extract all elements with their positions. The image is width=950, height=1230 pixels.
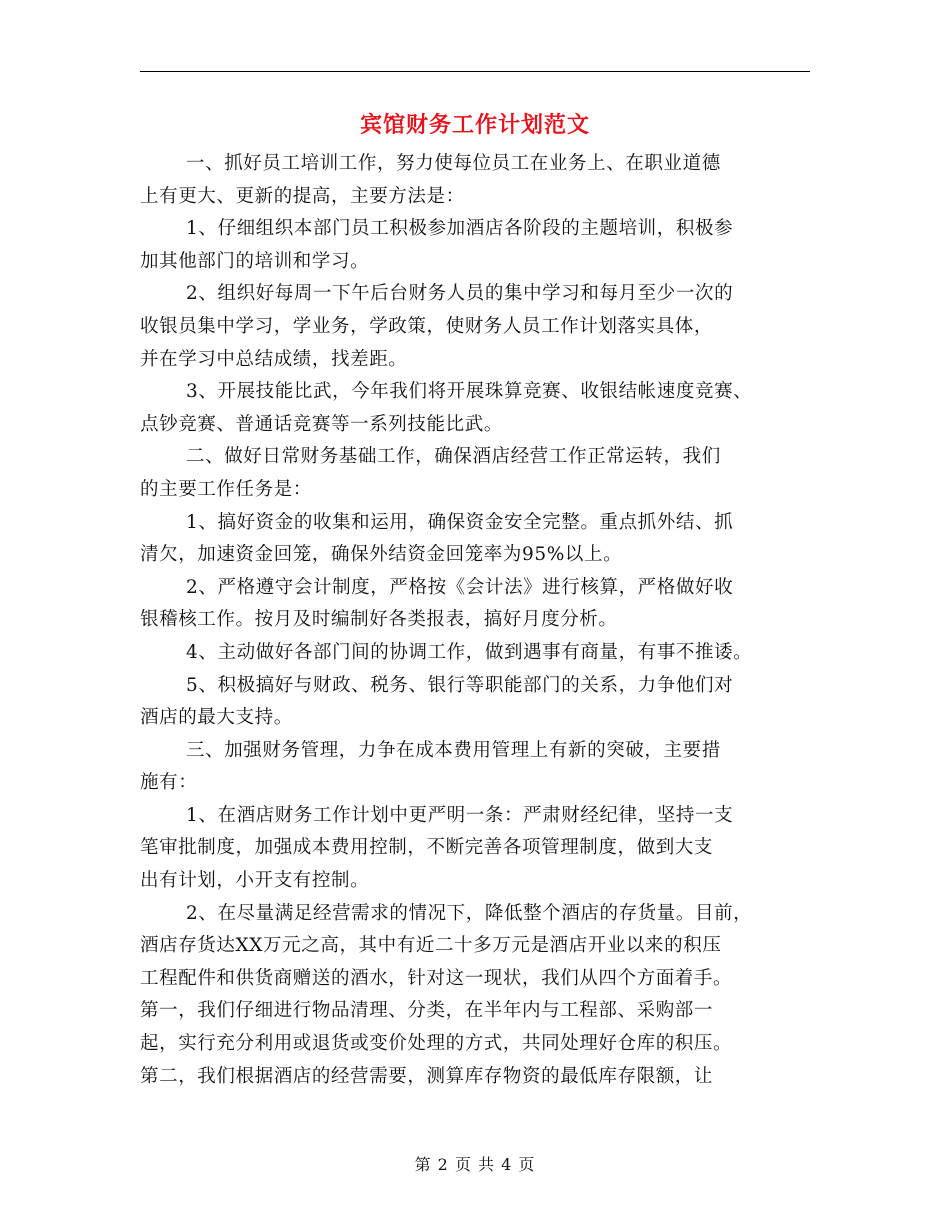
body-line: 施有： (140, 772, 198, 794)
body-line: 工程配件和供货商赠送的酒水，针对这一现状，我们从四个方面着手。 (140, 967, 733, 989)
page-number-footer: 第 2 页 共 4 页 (414, 1155, 536, 1174)
body-line: 酒店的最大支持。 (140, 707, 293, 729)
body-line: 一、抓好员工培训工作，努力使每位员工在业务上、在职业道德 (186, 153, 721, 174)
body-line: 清欠，加速资金回笼，确保外结资金回笼率为95%以上。 (140, 544, 623, 566)
document-title: 宾馆财务工作计划范文 (359, 112, 590, 138)
body-line: 3、开展技能比武，今年我们将开展珠算竞赛、收银结帐速度竞赛、 (186, 381, 753, 403)
body-line: 银稽核工作。按月及时编制好各类报表，搞好月度分析。 (140, 609, 618, 631)
body-line: 1、在酒店财务工作计划中更严明一条：严肃财经纪律，坚持一支 (186, 804, 734, 826)
body-line: 酒店存货达XX万元之高，其中有近二十多万元是酒店开业以来的积压 (140, 935, 722, 957)
header-rule (140, 71, 810, 72)
body-line: 1、搞好资金的收集和运用，确保资金安全完整。重点抓外结、抓 (186, 511, 734, 533)
body-line: 收银员集中学习，学业务，学政策，使财务人员工作计划落实具体， (140, 315, 714, 337)
body-line: 笔审批制度，加强成本费用控制，不断完善各项管理制度，做到大支 (140, 837, 714, 859)
body-line: 第一，我们仔细进行物品清理、分类，在半年内与工程部、采购部一 (140, 1000, 714, 1022)
body-line: 2、严格遵守会计制度，严格按《会计法》进行核算，严格做好收 (186, 576, 734, 598)
body-line: 并在学习中总结成绩，找差距。 (140, 348, 408, 370)
body-line: 第二，我们根据酒店的经营需要，测算库存物资的最低库存限额，让 (140, 1065, 714, 1087)
body-line: 4、主动做好各部门间的协调工作，做到遇事有商量，有事不推诿。 (186, 641, 753, 663)
body-line: 二、做好日常财务基础工作，确保酒店经营工作正常运转，我们 (186, 446, 721, 468)
body-line: 2、组织好每周一下午后台财务人员的集中学习和每月至少一次的 (186, 283, 734, 305)
body-line: 点钞竞赛、普通话竞赛等一系列技能比武。 (140, 413, 503, 435)
body-line: 加其他部门的培训和学习。 (140, 250, 370, 272)
body-line: 的主要工作任务是： (140, 478, 312, 500)
body-line: 1、仔细组织本部门员工积极参加酒店各阶段的主题培训，积极参 (186, 218, 734, 240)
document-body (140, 148, 820, 1093)
body-line: 三、加强财务管理，力争在成本费用管理上有新的突破，主要措 (186, 739, 721, 761)
body-line: 上有更大、更新的提高，主要方法是： (140, 185, 465, 207)
body-line: 起，实行充分利用或退货或变价处理的方式，共同处理好仓库的积压。 (140, 1033, 733, 1055)
body-line: 出有计划，小开支有控制。 (140, 870, 370, 892)
body-line: 2、在尽量满足经营需求的情况下，降低整个酒店的存货量。目前， (186, 902, 753, 924)
body-line: 5、积极搞好与财政、税务、银行等职能部门的关系，力争他们对 (186, 674, 734, 696)
